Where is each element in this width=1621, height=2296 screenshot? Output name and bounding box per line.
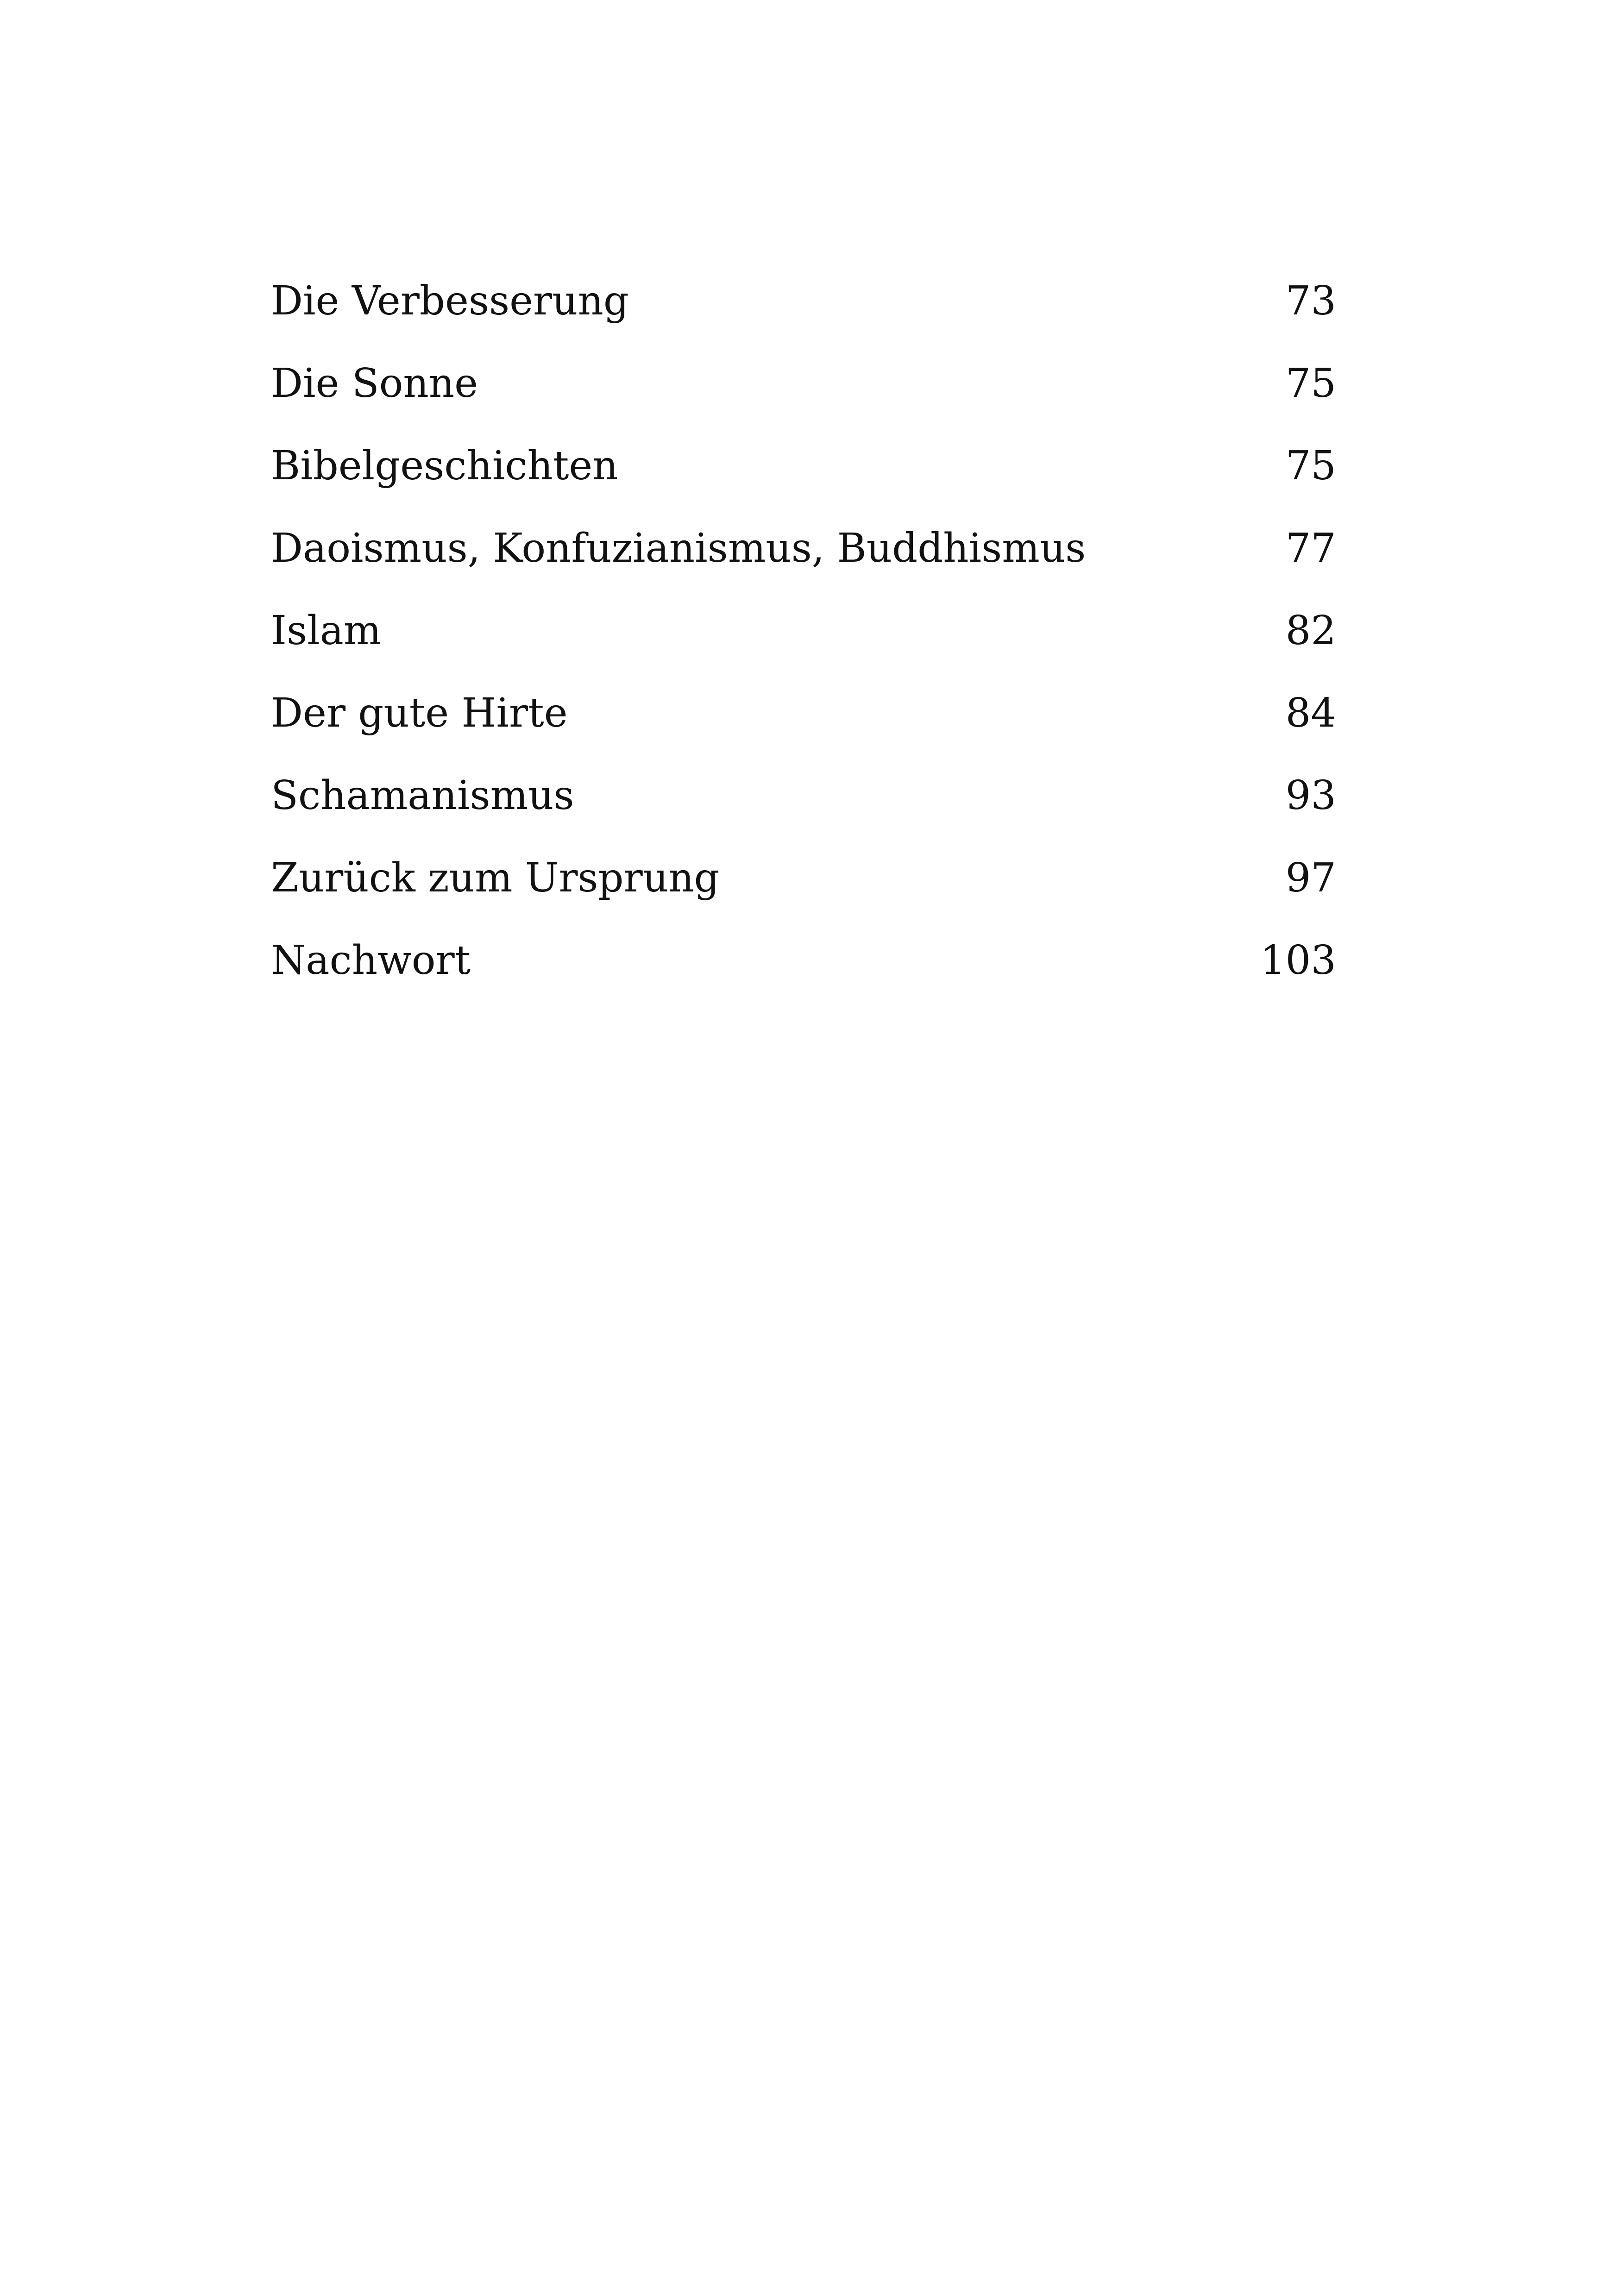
toc-entry-title: Islam	[271, 608, 382, 654]
toc-entry-title: Der gute Hirte	[271, 690, 568, 736]
toc-entry-title: Schamanismus	[271, 772, 574, 819]
toc-entry-page: 75	[1285, 360, 1336, 407]
toc-entry	[271, 271, 1336, 353]
toc-entry-title: Daoismus, Konfuzianismus, Buddhismus	[271, 525, 1086, 571]
toc-entry-title: Zurück zum Ursprung	[271, 855, 720, 901]
toc-entry-page: 77	[1285, 525, 1336, 571]
toc-entry-title: Die Sonne	[271, 360, 478, 407]
toc-entry-title: Die Verbesserung	[271, 278, 629, 324]
toc-entry-page: 82	[1285, 608, 1336, 654]
toc-entry	[271, 518, 1336, 601]
toc-entry	[271, 848, 1336, 930]
toc-entry	[271, 601, 1336, 683]
table-of-contents	[271, 271, 1336, 1013]
toc-entry-title: Nachwort	[271, 937, 471, 984]
toc-entry-page: 93	[1285, 772, 1336, 819]
toc-entry	[271, 683, 1336, 765]
toc-entry-page: 97	[1285, 855, 1336, 901]
toc-entry-page: 75	[1285, 443, 1336, 489]
toc-entry-page: 73	[1285, 278, 1336, 324]
toc-entry	[271, 930, 1336, 1013]
toc-entry	[271, 353, 1336, 436]
toc-entry	[271, 436, 1336, 518]
toc-entry-page: 103	[1260, 937, 1336, 984]
toc-entry-title: Bibelgeschichten	[271, 443, 618, 489]
toc-entry-page: 84	[1285, 690, 1336, 736]
toc-entry	[271, 765, 1336, 848]
